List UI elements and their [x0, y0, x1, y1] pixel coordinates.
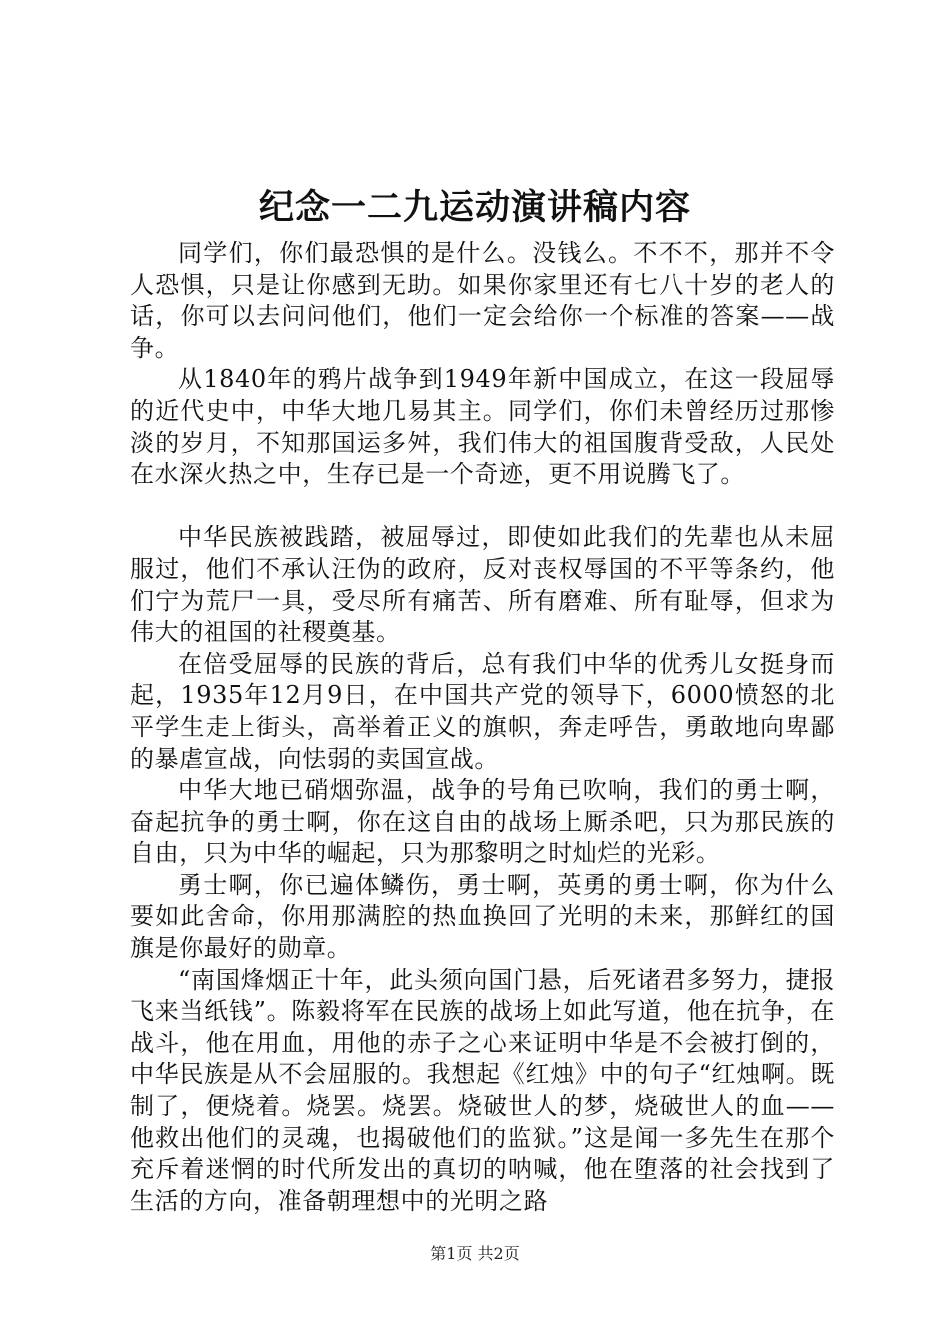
paragraph: 中华民族被践踏，被屈辱过，即使如此我们的先辈也从未屈服过，他们不承认汪伪的政府，反对丧权辱国的不平等条约，他们宁为荒尸一具，受尽所有痛苦、所有磨难、所有耻辱，但求为伟大的祖国的社稷奠基。	[130, 523, 835, 647]
paragraph-spacer	[130, 491, 835, 523]
document-body	[130, 238, 835, 1217]
page-number-footer: 第1页 共2页	[430, 1244, 520, 1263]
paragraph: 中华大地已硝烟弥温，战争的号角已吹响，我们的勇士啊，奋起抗争的勇士啊，你在这自由的战场上厮杀吧，只为那民族的自由，只为中华的崛起，只为那黎明之时灿烂的光彩。	[130, 776, 835, 868]
paragraph: 同学们，你们最恐惧的是什么。没钱么。不不不，那并不令人恐惧，只是让你感到无助。如果你家里还有七八十岁的老人的话，你可以去问问他们，他们一定会给你一个标准的答案——战争。	[130, 239, 835, 362]
paragraph: 在倍受屈辱的民族的背后，总有我们中华的优秀儿女挺身而起，1935年12月9日，在中国共产党的领导下，6000愤怒的北平学生走上街头，高举着正义的旗帜，奔走呼告，勇敢地向卑鄙的暴虐宣战，向怯弱的卖国宣战。	[130, 649, 835, 773]
paragraph: 勇士啊，你已遍体鳞伤，勇士啊，英勇的勇士啊，你为什么要如此舍命，你用那满腔的热血换回了光明的未来，那鲜红的国旗是你最好的勋章。	[130, 870, 835, 963]
paragraph: 从1840年的鸦片战争到1949年新中国成立，在这一段屈辱的近代史中，中华大地几易其主。同学们，你们未曾经历过那惨淡的岁月，不知那国运多舛，我们伟大的祖国腹背受敌，人民处在水深火热之中，生存已是一个奇迹，更不用说腾飞了。	[130, 365, 835, 489]
paragraph: “南国烽烟正十年，此头须向国门悬，后死诸君多努力，捷报飞来当纸钱”。陈毅将军在民族的战场上如此写道，他在抗争，在战斗，他在用血，用他的赤子之心来证明中华是不会被打倒的，中华民族是从不会屈服的。我想起《红烛》中的句子“红烛啊。既制了，便烧着。烧罢。烧罢。烧破世人的梦，烧破世人的血——他救出他们的灵魂，也揭破他们的监狱。”这是闻一多先生在那个充斥着迷惘的时代所发出的真切的呐喊，他在堕落的社会找到了生活的方向，准备朝理想中的光明之路	[130, 965, 835, 1215]
document-title: 纪念一二九运动演讲稿内容	[258, 187, 691, 228]
